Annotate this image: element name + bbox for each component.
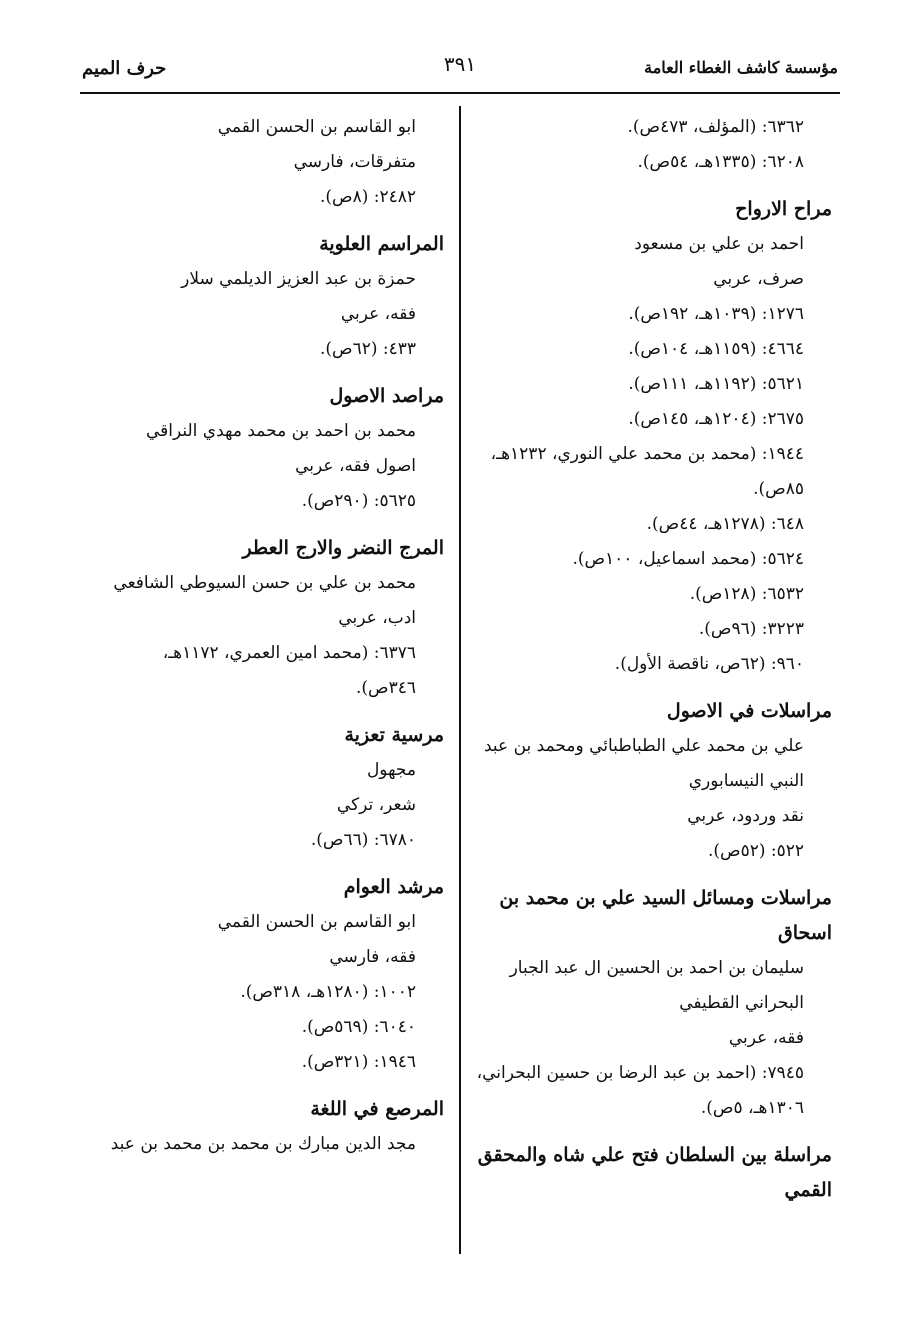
entry-line: متفرقات، فارسي — [293, 152, 416, 172]
catalog-entry — [475, 192, 832, 682]
entry-line: ٧٩٤٥: (احمد بن عبد الرضا بن حسين البحراني، ١٣٠٦هـ، ٥ص). — [476, 1063, 804, 1118]
entry-line: مجد الدين مبارك بن محمد بن محمد بن عبد — [110, 1134, 416, 1154]
entry-line: ٩٦٠: (٦٢ص، ناقصة الأول). — [614, 654, 804, 674]
entry-line: نقد وردود، عربي — [687, 806, 804, 826]
entry-line: ٤٦٦٤: (١١٥٩هـ، ١٠٤ص). — [628, 339, 804, 359]
catalog-entry — [100, 110, 444, 215]
entry-line: علي بن محمد علي الطباطبائي ومحمد بن عبد النبي النيسابوري — [483, 736, 804, 791]
entry-title: مرسية تعزية — [344, 724, 444, 746]
entry-title: مرشد العوام — [343, 876, 444, 898]
catalog-entry — [475, 110, 832, 180]
entry-line: ٥٦٢١: (١١٩٢هـ، ١١١ص). — [628, 374, 804, 394]
entry-line: ١٠٠٢: (١٢٨٠هـ، ٣١٨ص). — [240, 982, 416, 1002]
entry-line: ٦٢٠٨: (١٣٣٥هـ، ٥٤ص). — [637, 152, 804, 172]
entry-title: مراسلة بين السلطان فتح علي شاه والمحقق القمي — [477, 1144, 832, 1201]
entry-line: سليمان بن احمد بن الحسين ال عبد الجبار البحراني القطيفي — [509, 958, 804, 1013]
entry-line: فقه، عربي — [728, 1028, 804, 1048]
entry-line: محمد بن احمد بن محمد مهدي النراقي — [145, 421, 416, 441]
page-header — [80, 48, 840, 88]
entry-line: ٦٣٦٢: (المؤلف، ٤٧٣ص). — [627, 117, 804, 137]
entry-line: ابو القاسم بن الحسن القمي — [217, 117, 416, 137]
catalog-entry — [475, 1138, 832, 1208]
entry-line: ٥٢٢: (٥٢ص). — [707, 841, 804, 861]
page-number: ٣٩١ — [443, 52, 477, 76]
entry-line: ١٢٧٦: (١٠٣٩هـ، ١٩٢ص). — [628, 304, 804, 324]
entry-title: مراسلات في الاصول — [666, 700, 832, 722]
entry-line: اصول فقه، عربي — [295, 456, 416, 476]
section-title: حرف الميم — [82, 58, 167, 79]
entry-line: ٦٣٧٦: (محمد امين العمري، ١١٧٢هـ، ٣٤٦ص). — [162, 643, 416, 698]
entry-line: شعر، تركي — [336, 795, 416, 815]
entry-title: المراسم العلوية — [319, 233, 444, 255]
entry-line: صرف، عربي — [713, 269, 804, 289]
entry-line: ٦٤٨: (١٢٧٨هـ، ٤٤ص). — [646, 514, 804, 534]
catalog-entry — [100, 379, 444, 519]
entry-line: ١٩٤٦: (٣٢١ص). — [301, 1052, 416, 1072]
entry-line: ابو القاسم بن الحسن القمي — [217, 912, 416, 932]
entry-line: حمزة بن عبد العزيز الديلمي سلار — [181, 269, 416, 289]
catalog-entry — [100, 718, 444, 858]
entry-title: المرصع في اللغة — [310, 1098, 444, 1120]
catalog-entry — [475, 881, 832, 1126]
publisher-name: مؤسسة كاشف الغطاء العامة — [644, 58, 838, 77]
entry-line: احمد بن علي بن مسعود — [634, 234, 804, 254]
catalog-entry — [100, 1092, 444, 1162]
entry-line: ٦٧٨٠: (٦٦ص). — [310, 830, 416, 850]
entry-line: محمد بن علي بن حسن السيوطي الشافعي — [113, 573, 416, 593]
entry-title: مراح الارواح — [735, 198, 832, 220]
header-rule — [80, 92, 840, 94]
entry-line: مجهول — [366, 760, 416, 780]
entry-line: ٥٦٢٤: (محمد اسماعيل، ١٠٠ص). — [572, 549, 804, 569]
entry-line: ٣٢٢٣: (٩٦ص). — [698, 619, 804, 639]
entry-line: ٦٥٣٢: (١٢٨ص). — [689, 584, 804, 604]
entry-line: ٢٤٨٢: (٨ص). — [319, 187, 416, 207]
right-column — [475, 110, 832, 1208]
entry-line: ادب، عربي — [338, 608, 416, 628]
entry-title: مراصد الاصول — [329, 385, 444, 407]
entry-line: ١٩٤٤: (محمد بن محمد علي النوري، ١٢٣٢هـ، ٨٥ص). — [490, 444, 804, 499]
entry-line: ٢٦٧٥: (١٢٠٤هـ، ١٤٥ص). — [628, 409, 804, 429]
entry-line: فقه، عربي — [340, 304, 416, 324]
entry-title: مراسلات ومسائل السيد علي بن محمد بن اسحاق — [499, 887, 832, 944]
catalog-entry — [100, 531, 444, 706]
entry-line: ٤٣٣: (٦٢ص). — [319, 339, 416, 359]
column-divider — [459, 106, 461, 1254]
catalog-entry — [100, 227, 444, 367]
entry-line: ٥٦٢٥: (٢٩٠ص). — [301, 491, 416, 511]
catalog-entry — [100, 870, 444, 1080]
entry-line: ٦٠٤٠: (٥٦٩ص). — [301, 1017, 416, 1037]
entry-line: فقه، فارسي — [329, 947, 416, 967]
left-column — [100, 110, 444, 1162]
entry-title: المرج النضر والارج العطر — [242, 537, 444, 559]
catalog-entry — [475, 694, 832, 869]
